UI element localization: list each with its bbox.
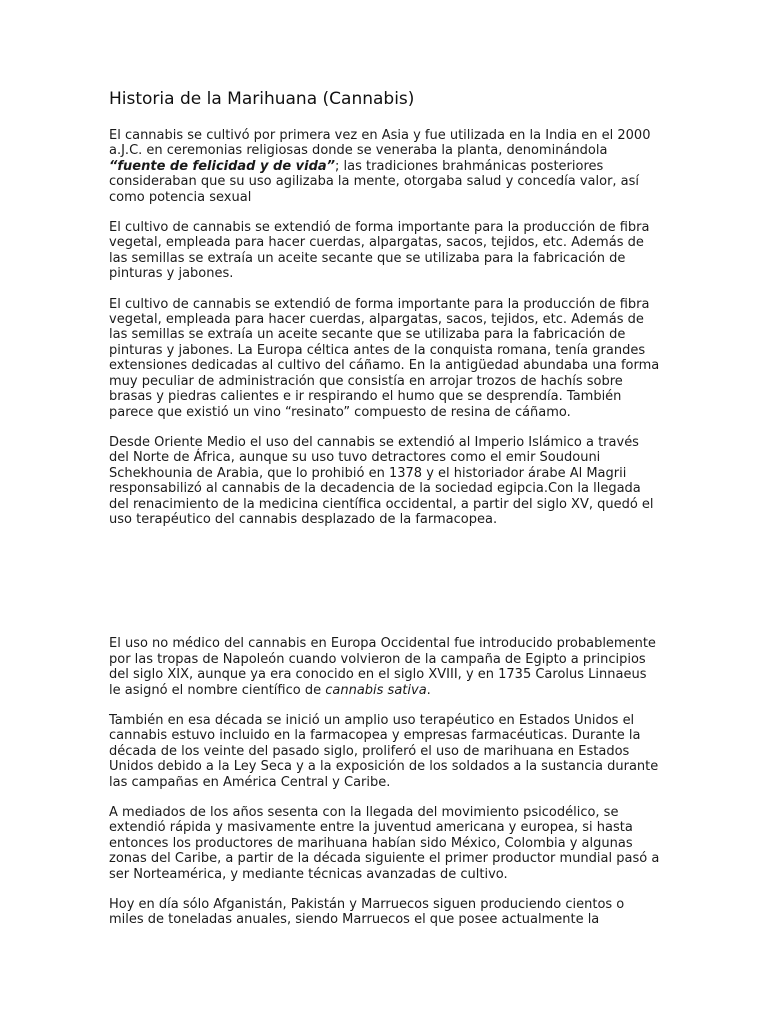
paragraph-western-europe-text-start: El uso no médico del cannabis en Europa Occidental fue introducido probablemente por las tropas de Napoleón cuando volvieron de la campaña de Egipto a principios del siglo XIX, aunque ya era conocido en el siglo XVIII, y en 1735 Carolus Linnaeus le asignó el nombre científico de	[109, 636, 656, 698]
paragraph-origins-text-end: ; las tradiciones brahmánicas posteriores consideraban que su uso agilizaba la mente, otorgaba salud y concedía valor, así como potencia sexual	[109, 158, 640, 205]
paragraph-united-states: También en esa década se inició un amplio uso terapéutico en Estados Unidos el cannabis estuvo incluido en la farmacopea y empresas farmacéuticas. Durante la década de los veinte del pasado siglo, proliferó el uso de marihuana en Estados Unidos debido a la Ley Seca y a la exposición de los soldados a la sustancia durante las campañas en América Central y Caribe.	[109, 712, 659, 790]
paragraph-western-europe-text-end: .	[426, 682, 431, 698]
paragraph-current-production: Hoy en día sólo Afganistán, Pakistán y Marruecos siguen produciendo cientos o miles de toneladas anuales, siendo Marruecos el que posee actualmente la	[109, 897, 625, 928]
scientific-name: cannabis sativa	[325, 682, 427, 698]
paragraph-fiber-cultivation: El cultivo de cannabis se extendió de forma importante para la producción de fibra vegetal, empleada para hacer cuerdas, alpargatas, sacos, tejidos, etc. Además de las semillas se extraía un aceite secante que se utilizaba para la fabricación de pinturas y jabones.	[109, 220, 650, 282]
paragraph-psychedelic-era: A mediados de los años sesenta con la llegada del movimiento psicodélico, se extendió rápida y masivamente entre la juventud americana y europea, si hasta entonces los productores de marihuana habían sido México, Colombia y algunas zonas del Caribe, a partir de la década siguiente el primer productor mundial pasó a ser Norteamérica, y mediante técnicas avanzadas de cultivo.	[109, 805, 660, 882]
paragraph-islamic-empire: Desde Oriente Medio el uso del cannabis se extendió al Imperio Islámico a través del Norte de África, aunque su uso tuvo detractores como el emir Soudouni Schekhounia de Arabia, que lo prohibió en 1378 y el historiador árabe Al Magrii responsabilizó al cannabis de la decadencia de la sociedad egipcia.Con la llegada del renacimiento de la medicina científica occidental, a partir del siglo XV, quedó el uso terapéutico del cannabis desplazado de la farmacopea.	[109, 434, 654, 527]
document-title: Historia de la Marihuana (Cannabis)	[109, 89, 415, 109]
paragraph-origins-text-start: El cannabis se cultivó por primera vez en Asia y fue utilizada en la India en el 2000 a.J.C. en ceremonias religiosas donde se veneraba la planta, denominándola	[109, 128, 651, 159]
blank-space	[109, 542, 661, 636]
document-page	[109, 88, 661, 943]
paragraph-celtic-europe: El cultivo de cannabis se extendió de forma importante para la producción de fibra vegetal, empleada para hacer cuerdas, alpargatas, sacos, tejidos, etc. Además de las semillas se extraía un aceite secante que se utilizaba para la fabricación de pinturas y jabones. La Europa céltica antes de la conquista romana, tenía grandes extensiones dedicadas al cultivo del cáñamo. En la antigüedad abundaba una forma muy peculiar de administración que consistía en arrojar trozos de hachís sobre brasas y piedras calientes e ir respirando el humo que se desprendía. También parece que existió un vino “resinato” compuesto de resina de cáñamo.	[109, 296, 660, 420]
paragraph-western-europe	[109, 636, 661, 698]
paragraph-origins	[109, 128, 661, 205]
emphasized-quote: “fuente de felicidad y de vida”	[109, 158, 336, 174]
